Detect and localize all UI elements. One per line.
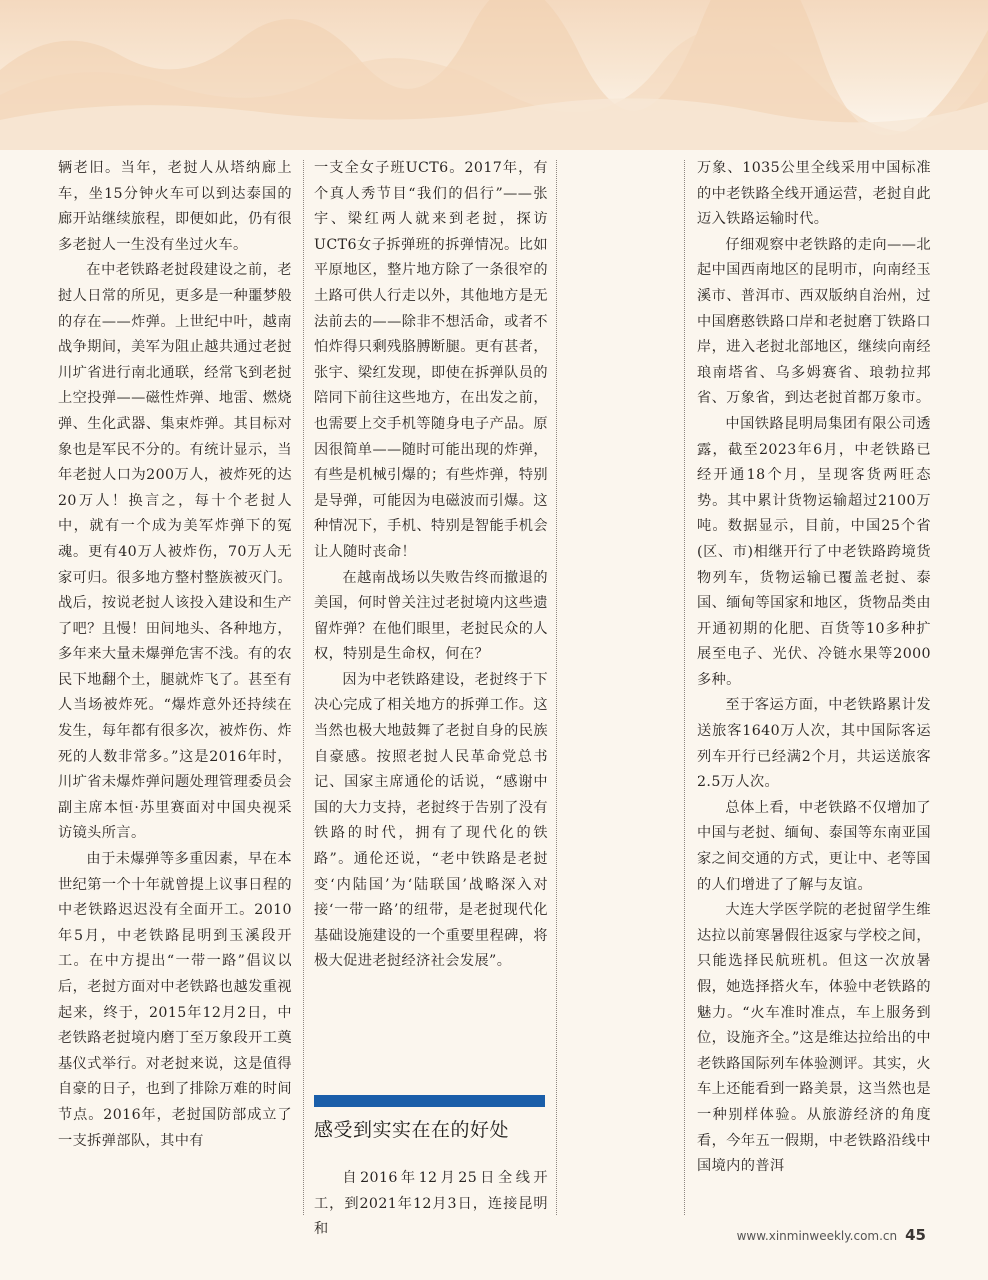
paragraph: 因为中老铁路建设，老挝终于下决心完成了相关地方的拆弹工作。这当然也极大地鼓舞了老挝自身的民族自豪感。按照老挝人民革命党总书记、国家主席通伦的话说，“感谢中国的大力支持，老挝终于告别了没有铁路的时代，拥有了现代化的铁路”。通伦还说，“老中铁路是老挝变‘内陆国’为‘陆联国’战略深入对接‘一带一路’的纽带，是老挝现代化基础设施建设的一个重要里程碑，将极大促进老挝经济社会发展”。: [314, 671, 548, 970]
section-heading: 感受到实实在在的好处: [314, 1119, 510, 1141]
website-url: www.xinminweekly.com.cn: [736, 1229, 898, 1243]
column-divider: [303, 160, 304, 1215]
paragraph: 在中老铁路老挝段建设之前，老挝人日常的所见，更多是一种噩梦般的存在——炸弹。上世纪中叶，越南战争期间，美军为阻止越共通过老挝川圹省进行南北通联，经常飞到老挝上空投弹——磁性炸弹、地雷、燃烧弹、生化武器、集束炸弹。其目标对象也是军民不分的。有统计显示，当年老挝人口为200万人，被炸死的达20万人！换言之，每十个老挝人中，就有一个成为美军炸弹下的冤魂。更有40万人被炸伤，70万人无家可归。很多地方整村整族被灭门。战后，按说老挝人该投入建设和生产了吧？且慢！田间地头、各种地方，多年来大量未爆弹危害不浅。有的农民下地翻个土，腿就炸飞了。甚至有人当场被炸死。“爆炸意外还持续在发生，每年都有很多次，被炸伤、炸死的人数非常多。”这是2016年时，川圹省未爆炸弹问题处理管理委员会副主席本恒·苏里赛面对中国央视采访镜头所言。: [58, 262, 292, 842]
article-column-2: [314, 156, 548, 975]
paragraph: 大连大学医学院的老挝留学生维达拉以前寒暑假往返家与学校之间，只能选择民航班机。但这一次放暑假，她选择搭火车，体验中老铁路的魅力。“火车准时准点，车上服务到位，设施齐全。”这是维达拉给出的中老铁路国际列车体验测评。其实，火车上还能看到一路美景，这当然也是一种别样体验。从旅游经济的角度看，今年五一假期，中老铁路沿线中国境内的普洱: [697, 902, 931, 1175]
paragraph: 仔细观察中老铁路的走向——北起中国西南地区的昆明市，向南经玉溪市、普洱市、西双版纳自治州，过中国磨憨铁路口岸和老挝磨丁铁路口岸，进入老挝北部地区，继续向南经琅南塔省、乌多姆赛省、琅勃拉邦省、万象省，到达老挝首都万象市。: [697, 236, 931, 407]
article-column-3: [697, 156, 931, 1180]
page-footer: [737, 1226, 926, 1244]
paragraph: 万象、1035公里全线采用中国标准的中老铁路全线开通运营，老挝自此迈入铁路运输时代。: [697, 160, 931, 228]
section-heading-bar: [314, 1095, 545, 1107]
paragraph: 自2016年12月25日全线开工，到2021年12月3日，连接昆明和: [314, 1170, 548, 1238]
paragraph: 在越南战场以失败告终而撤退的美国，何时曾关注过老挝境内这些遗留炸弹？在他们眼里，老挝民众的人权，特别是生命权，何在？: [314, 569, 548, 663]
page-number: 45: [905, 1226, 926, 1244]
paragraph: 一支全女子班UCT6。2017年，有个真人秀节目“我们的侣行”——张宇、梁红两人就来到老挝，探访UCT6女子拆弹班的拆弹情况。比如平原地区，整片地方除了一条很窄的土路可供人行走以外，其他地方是无法前去的——除非不想活命，或者不怕炸得只剩残胳膊断腿。更有甚者，张宇、梁红发现，即使在拆弹队员的陪同下前往这些地方，在出发之前，也需要上交手机等随身电子产品。原因很简单——随时可能出现的炸弹，有些是机械引爆的；有些炸弹，特别是导弹，可能因为电磁波而引爆。这种情况下，手机、特别是智能手机会让人随时丧命！: [314, 160, 548, 560]
section-body: [314, 1166, 548, 1243]
paragraph: 辆老旧。当年，老挝人从塔纳廊上车，坐15分钟火车可以到达泰国的廊开站继续旅程，即便如此，仍有很多老挝人一生没有坐过火车。: [58, 160, 292, 253]
column-divider: [684, 160, 685, 1215]
paragraph: 至于客运方面，中老铁路累计发送旅客1640万人次，其中国际客运列车开行已经满2个月，共运送旅客2.5万人次。: [697, 697, 931, 791]
paragraph: 由于未爆弹等多重因素，早在本世纪第一个十年就曾提上议事日程的中老铁路迟迟没有全面开工。2010年5月，中老铁路昆明到玉溪段开工。在中方提出“一带一路”倡议以后，老挝方面对中老铁路也越发重视起来，终于，2015年12月2日，中老铁路老挝境内磨丁至万象段开工奠基仪式举行。对老挝来说，这是值得自豪的日子，也到了排除万难的时间节点。2016年，老挝国防部成立了一支拆弹部队，其中有: [58, 851, 292, 1149]
mountain-landscape-illustration: [0, 0, 988, 150]
article-column-1: [58, 156, 292, 1154]
column-divider: [556, 160, 557, 1215]
paragraph: 中国铁路昆明局集团有限公司透露，截至2023年6月，中老铁路已经开通18个月，呈现客货两旺态势。其中累计货物运输超过2100万吨。数据显示，目前，中国25个省(区、市)相继开行了中老铁路跨境货物列车，货物运输已覆盖老挝、泰国、缅甸等国家和地区，货物品类由开通初期的化肥、百货等10多种扩展至电子、光伏、冷链水果等2000多种。: [697, 415, 931, 688]
paragraph: 总体上看，中老铁路不仅增加了中国与老挝、缅甸、泰国等东南亚国家之间交通的方式，更让中、老等国的人们增进了了解与友谊。: [697, 799, 931, 893]
header-banner: [0, 0, 988, 150]
